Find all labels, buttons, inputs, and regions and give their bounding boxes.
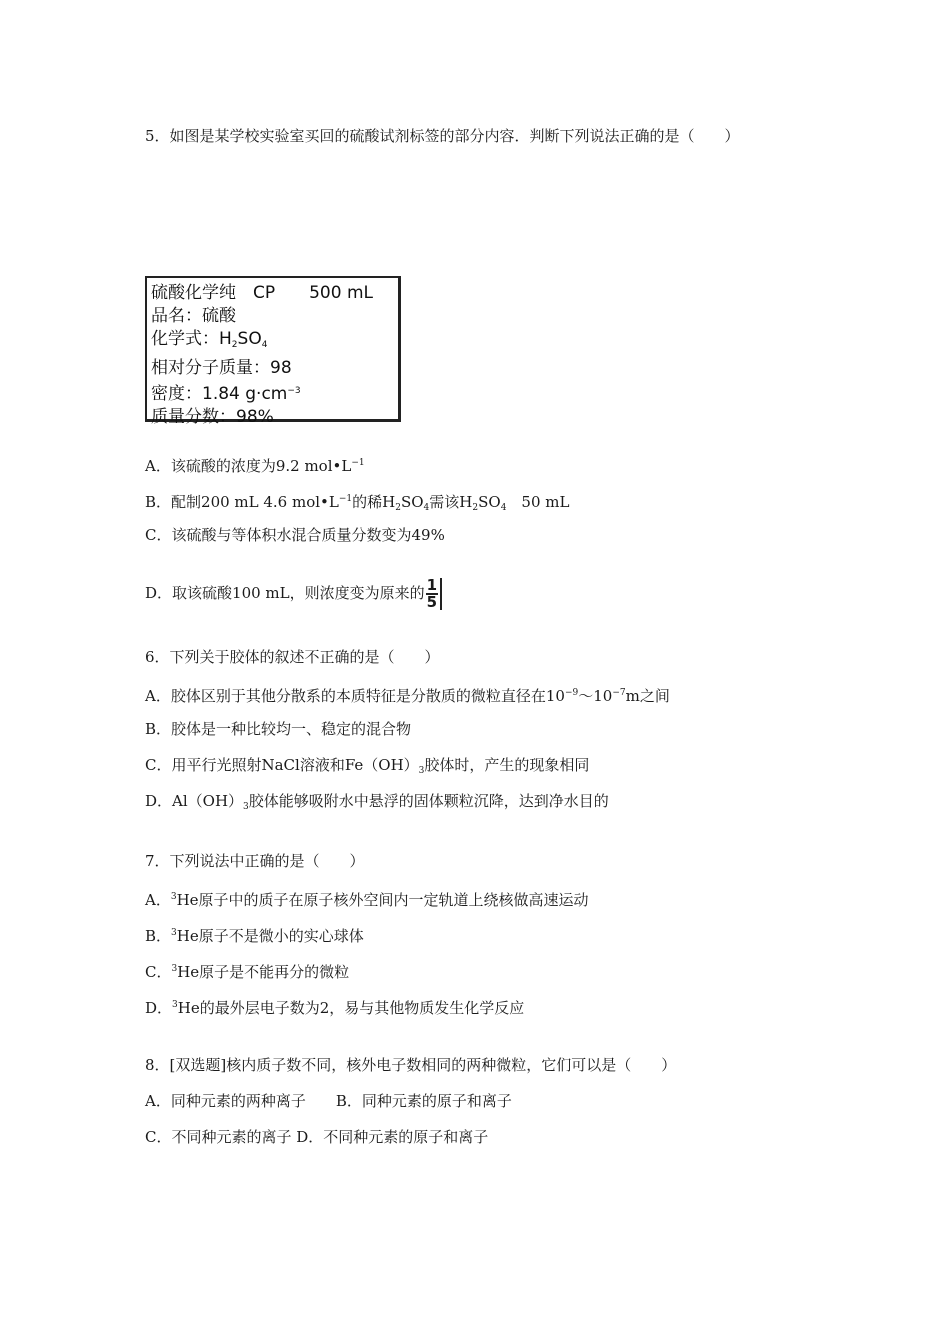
- q8-options-ab: A．同种元素的两种离子 B．同种元素的原子和离子: [145, 1092, 512, 1110]
- q6-option-b: B．胶体是一种比较均一、稳定的混合物: [145, 720, 412, 738]
- q5-stem: 5．如图是某学校实验室买回的硫酸试剂标签的部分内容．判断下列说法正确的是（ ）: [145, 127, 740, 145]
- q6-option-a: A．胶体区别于其他分散系的本质特征是分散质的微粒直径在$10^{-9}\sim 10^{-7}m$之间: [145, 687, 670, 705]
- q6-option-c: C．用平行光照射NaCl溶液和$Fe(OH)_3$胶体时，产生的现象相同: [145, 756, 590, 776]
- q7-option-b: B．$^3$He原子不是微小的实心球体: [145, 927, 364, 945]
- label-line-mass-fraction: 质量分数：98%: [151, 407, 274, 427]
- q5-option-d: D．取该硫酸100 mL，则浓度变为原来的 $\frac{1}{5}$: [145, 578, 442, 610]
- q6-stem: 6．下列关于胶体的叙述不正确的是（ ）: [145, 648, 440, 666]
- fraction-one-fifth: $\frac{1}{5}$: [426, 578, 442, 610]
- q5-option-c: C．该硫酸与等体积水混合质量分数变为49%: [145, 526, 445, 544]
- q7-option-a: A．$^3$He原子中的质子在原子核外空间内一定轨道上绕核做高速运动: [145, 891, 589, 909]
- q8-options-cd: C．不同种元素的离子 D．不同种元素的原子和离子: [145, 1128, 489, 1146]
- q7-stem: 7．下列说法中正确的是（ ）: [145, 852, 365, 870]
- q7-option-c: C．$^3$He原子是不能再分的微粒: [145, 963, 350, 981]
- label-line-molar-mass: 相对分子质量：98: [151, 358, 292, 378]
- label-line-grade: 硫酸化学纯 CP 500 mL: [151, 283, 374, 303]
- q6-option-d: D．$Al(OH)_3$胶体能够吸附水中悬浮的固体颗粒沉降，达到净水目的: [145, 792, 609, 812]
- reagent-label: [145, 276, 401, 427]
- q7-option-d: D．$^3$He的最外层电子数为2，易与其他物质发生化学反应: [145, 999, 525, 1017]
- q5-option-a: A．该硫酸的浓度为9.2 $mol•L^{-1}$: [145, 457, 365, 475]
- label-line-name: 品名：硫酸: [151, 306, 236, 326]
- q5-option-b: B．配制200 mL 4.6 $mol•L^{-1}$的稀$H_2SO_4$需该$H_2SO_4$ 50 mL: [145, 493, 570, 513]
- label-line-formula: 化学式：$H_2SO_4$: [151, 329, 268, 350]
- q8-stem: 8．[双选题]核内质子数不同，核外电子数相同的两种微粒，它们可以是（ ）: [145, 1056, 677, 1074]
- label-line-density: 密度：1.84 $g\cdot cm^{-3}$: [151, 384, 301, 404]
